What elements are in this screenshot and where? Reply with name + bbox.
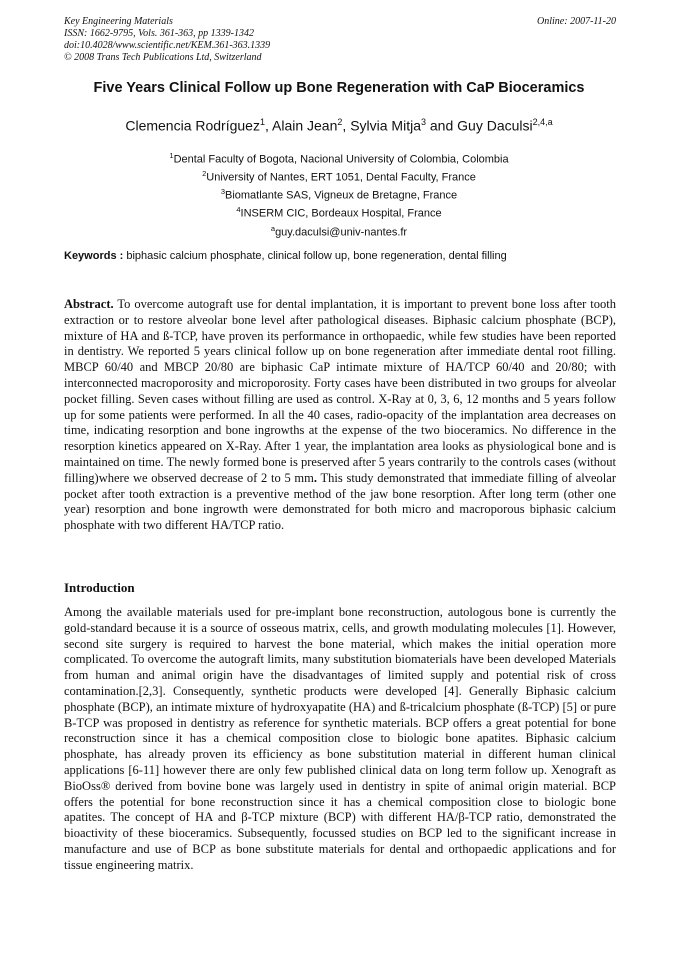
author-name: Guy Daculsi	[457, 117, 533, 134]
paper-title: Five Years Clinical Follow up Bone Regeneration with CaP Bioceramics	[93, 80, 585, 96]
copyright-line: © 2008 Trans Tech Publications Ltd, Switzerland	[64, 52, 262, 63]
issn-line: ISSN: 1662-9795, Vols. 361-363, pp 1339-1342	[64, 28, 254, 39]
abstract-text: To overcome autograft use for dental implantation, it is important to prevent bone loss after tooth extraction or to restore alveolar bone level after pathological diseases. Biphasic calcium phosphate (BCP), mixture of HA and ß-TCP, have proven its performance in orthopaedic, while few studies have been reported in dentistry. We reported 5 years clinical follow up on bone regeneration after immediate dental root filling. MBCP 60/40 and MBCP 20/80 are biphasic CaP intimate mixture of HA/TCP 60/40 and 20/80; with interconnected macroporosity and microporosity. Forty cases have been distributed in two groups for alveolar pocket filling. Seven cases without filling are used as control. X-Ray at 0, 3, 6, 12 months and 5 years follow up for some patients were performed. In all the 40 cases, radio-opacity of the implantation area decreases on time, indicating resorption and bone ingrowths at the expense of the two bioceramics. No difference in the resorption kinetics appeared on X-Ray. After 1 year, the implantation area looks as physiological bone and is maintained on time. The newly formed bone is preserved after 5 years contrarily to the controls cases (without filling)where we observed decrease of 2 to 5 mm	[64, 297, 616, 485]
author-affil-mark: 2	[337, 117, 343, 127]
introduction-paragraph: Among the available materials used for pre-implant bone reconstruction, autologous bone is currently the gold-standard because it is a source of osseous matrix, cells, and growth modulating molecules [1]. However, second site surgery is required to harvest the bone material, which makes the initial operation more complicated. To overcome the autograft limits, many substitution biomaterials have been developed Materials from human and animal origin have the disadvantages of limited supply and potential risk of cross contamination.[2,3]. Consequently, synthetic products were developed [4]. Generally Biphasic calcium phosphate (BCP), an intimate mixture of hydroxyapatite (HA) and ß-tricalcium phosphate (ß-TCP) [5] or pure B-TCP was proposed in dentistry as reference for synthetic materials. BCP offers a great potential for bone reconstruction since it has a chemical composition close to biologic bone apatites. Biphasic calcium phosphate, has already proven its efficiency as bone substitution material in different human clinical applications [6-11] however there are only few published clinical data on long term follow up. Xenograft as BioOss® derived from bovine bone was largely used in dentistry in spite of animal origin material. BCP offers the potential for bone reconstruction since it has a chemical composition close to biologic bone apatites. The concept of HA and β-TCP mixture (BCP) with different HA/β-TCP ratio, demonstrated the bioactivity of these bioceramics. Subsequently, focussed studies on BCP led to the significant increase in manufacture and use of BCP as bone substitute materials for dental and orthopaedic applications and for tissue engineering matrix.	[64, 605, 616, 872]
author-affil-mark: 2,4,a	[532, 117, 553, 127]
affiliation-mark: 4	[236, 205, 241, 215]
abstract-bold-period: .	[313, 470, 318, 485]
affiliation-mark: 2	[202, 169, 207, 179]
affiliation-list	[30, 149, 648, 240]
keywords-line	[64, 250, 616, 262]
author-separator: and	[426, 117, 458, 134]
affiliation-text: INSERM CIC, Bordeaux Hospital, France	[240, 208, 442, 221]
author-affil-mark: 3	[420, 117, 426, 127]
affiliation-mark: a	[270, 223, 276, 233]
doi-line: doi:10.4028/www.scientific.net/KEM.361-363.1339	[64, 40, 271, 51]
email-text: guy.daculsi@univ-nantes.fr	[275, 226, 408, 239]
affiliation-text: Biomatlante SAS, Vigneux de Bretagne, France	[225, 189, 458, 202]
affiliation-text: University of Nantes, ERT 1051, Dental Faculty, France	[206, 171, 476, 184]
author-separator: ,	[342, 117, 351, 134]
author-list	[30, 117, 648, 134]
author-name: Alain Jean	[272, 117, 338, 134]
affiliation	[30, 167, 648, 185]
online-date: Online: 2007-11-20	[537, 16, 616, 27]
author-name: Clemencia Rodríguez	[125, 117, 260, 134]
affiliation	[30, 203, 648, 221]
author-separator: ,	[264, 117, 272, 134]
keywords-text: biphasic calcium phosphate, clinical follow up, bone regeneration, dental filling	[123, 250, 507, 262]
affiliation-mark: 3	[220, 187, 225, 197]
journal-header	[64, 16, 616, 64]
abstract-label: Abstract.	[64, 297, 114, 311]
affiliation-mark: 1	[169, 151, 174, 160]
affiliation	[30, 149, 648, 167]
affiliation	[30, 185, 648, 203]
introduction-heading: Introduction	[64, 580, 135, 595]
author-name: Sylvia Mitja	[350, 117, 421, 134]
affiliation-text: Dental Faculty of Bogota, Nacional University of Colombia, Colombia	[173, 153, 509, 166]
affiliation-email	[30, 222, 648, 240]
journal-name: Key Engineering Materials	[64, 16, 173, 27]
abstract-paragraph	[64, 297, 616, 534]
abstract-text-continued: This study demonstrated that immediate filling of alveolar pocket after tooth extraction is a preventive method of the jaw bone resorption. After long term (other one year) resorption and bone ingrowth were demonstrated for both micro and macroporous biphasic calcium phosphate with two different HA/TCP ratio.	[64, 470, 616, 533]
author-affil-mark: 1	[259, 117, 265, 127]
keywords-label: Keywords :	[64, 250, 124, 262]
